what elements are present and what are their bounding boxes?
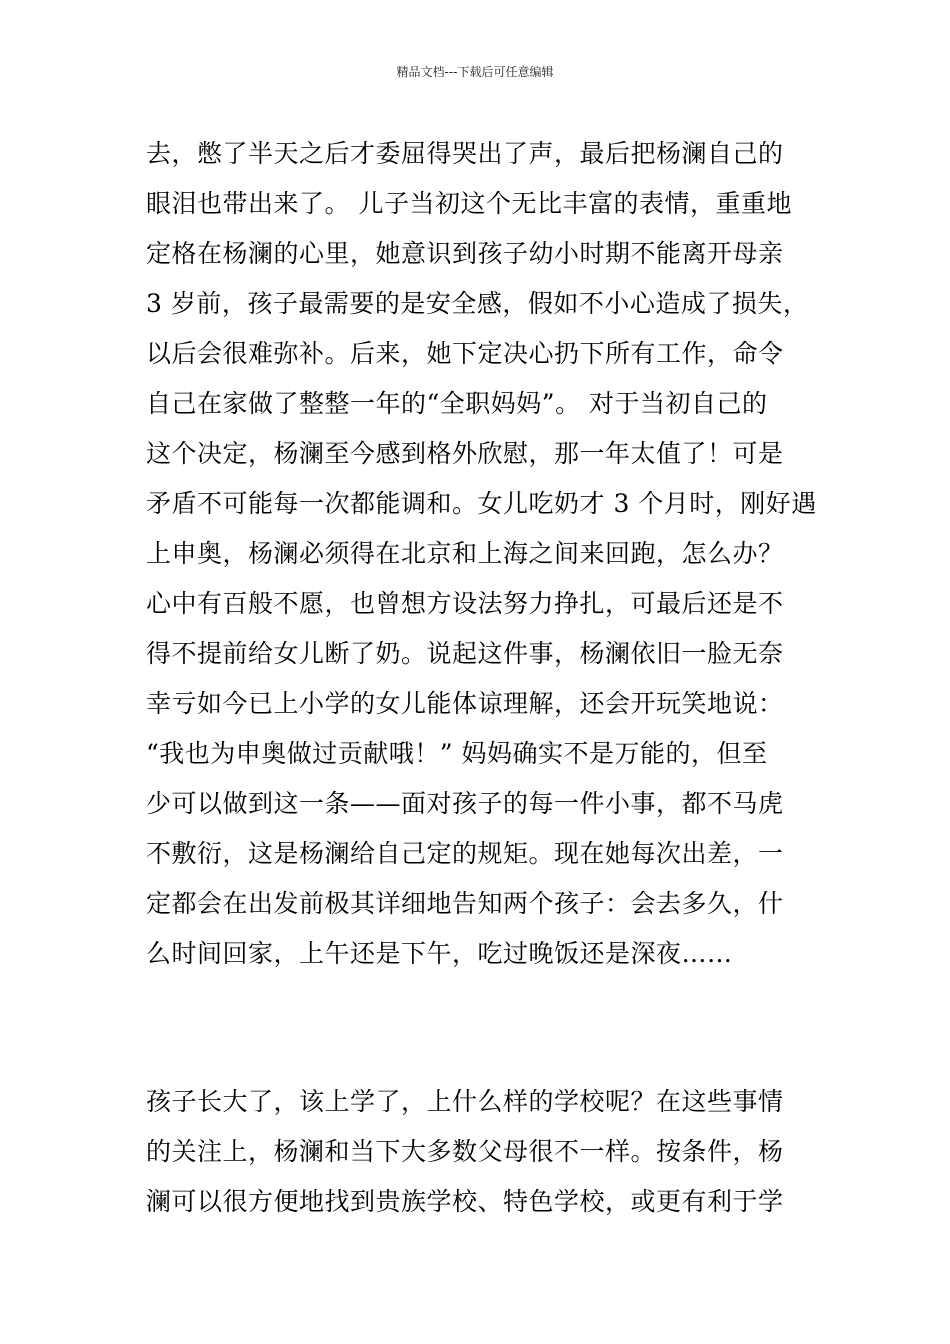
text-line: 么时间回家，上午还是下午，吃过晚饭还是深夜…… [146, 939, 733, 968]
text-line: 孩子长大了，该上学了，上什么样的学校呢？在这些事情 [146, 1087, 784, 1116]
text-line: 澜可以很方便地找到贵族学校、特色学校，或更有利于学 [146, 1187, 784, 1216]
text-line: 得不提前给女儿断了奶。说起这件事，杨澜依旧一脸无奈 [146, 639, 784, 668]
text-line: 3 岁前，孩子最需要的是安全感，假如不小心造成了损失， [146, 289, 809, 318]
text-line: 的关注上，杨澜和当下大多数父母很不一样。按条件，杨 [146, 1137, 784, 1166]
text-line: 去，憋了半天之后才委屈得哭出了声，最后把杨澜自己的 [146, 139, 784, 168]
paragraph-1 [146, 129, 816, 979]
text-line: 矛盾不可能每一次都能调和。女儿吃奶才 3 个月时，刚好遇 [146, 489, 817, 518]
text-line: 眼泪也带出来了。 儿子当初这个无比丰富的表情，重重地 [146, 189, 792, 218]
paragraph-2 [146, 1077, 816, 1227]
text-line: “我也为申奥做过贡献哦！” 妈妈确实不是万能的，但至 [146, 739, 768, 768]
text-line: 定格在杨澜的心里，她意识到孩子幼小时期不能离开母亲 [146, 239, 784, 268]
text-line: 这个决定，杨澜至今感到格外欣慰，那一年太值了！可是 [146, 439, 784, 468]
text-line: 不敷衍，这是杨澜给自己定的规矩。现在她每次出差，一 [146, 839, 784, 868]
text-line: 幸亏如今已上小学的女儿能体谅理解，还会开玩笑地说： [146, 689, 784, 718]
text-line: 自己在家做了整整一年的“全职妈妈”。 对于当初自己的 [146, 389, 768, 418]
text-line: 上申奥，杨澜必须得在北京和上海之间来回跑，怎么办？ [146, 539, 784, 568]
text-line: 少可以做到这一条——面对孩子的每一件小事，都不马虎 [146, 789, 784, 818]
text-line: 心中有百般不愿，也曾想方设法努力挣扎，可最后还是不 [146, 589, 784, 618]
text-line: 以后会很难弥补。后来，她下定决心扔下所有工作，命令 [146, 339, 784, 368]
text-line: 定都会在出发前极其详细地告知两个孩子：会去多久，什 [146, 889, 784, 918]
page-header: 精品文档---下载后可任意编辑 [396, 65, 554, 79]
